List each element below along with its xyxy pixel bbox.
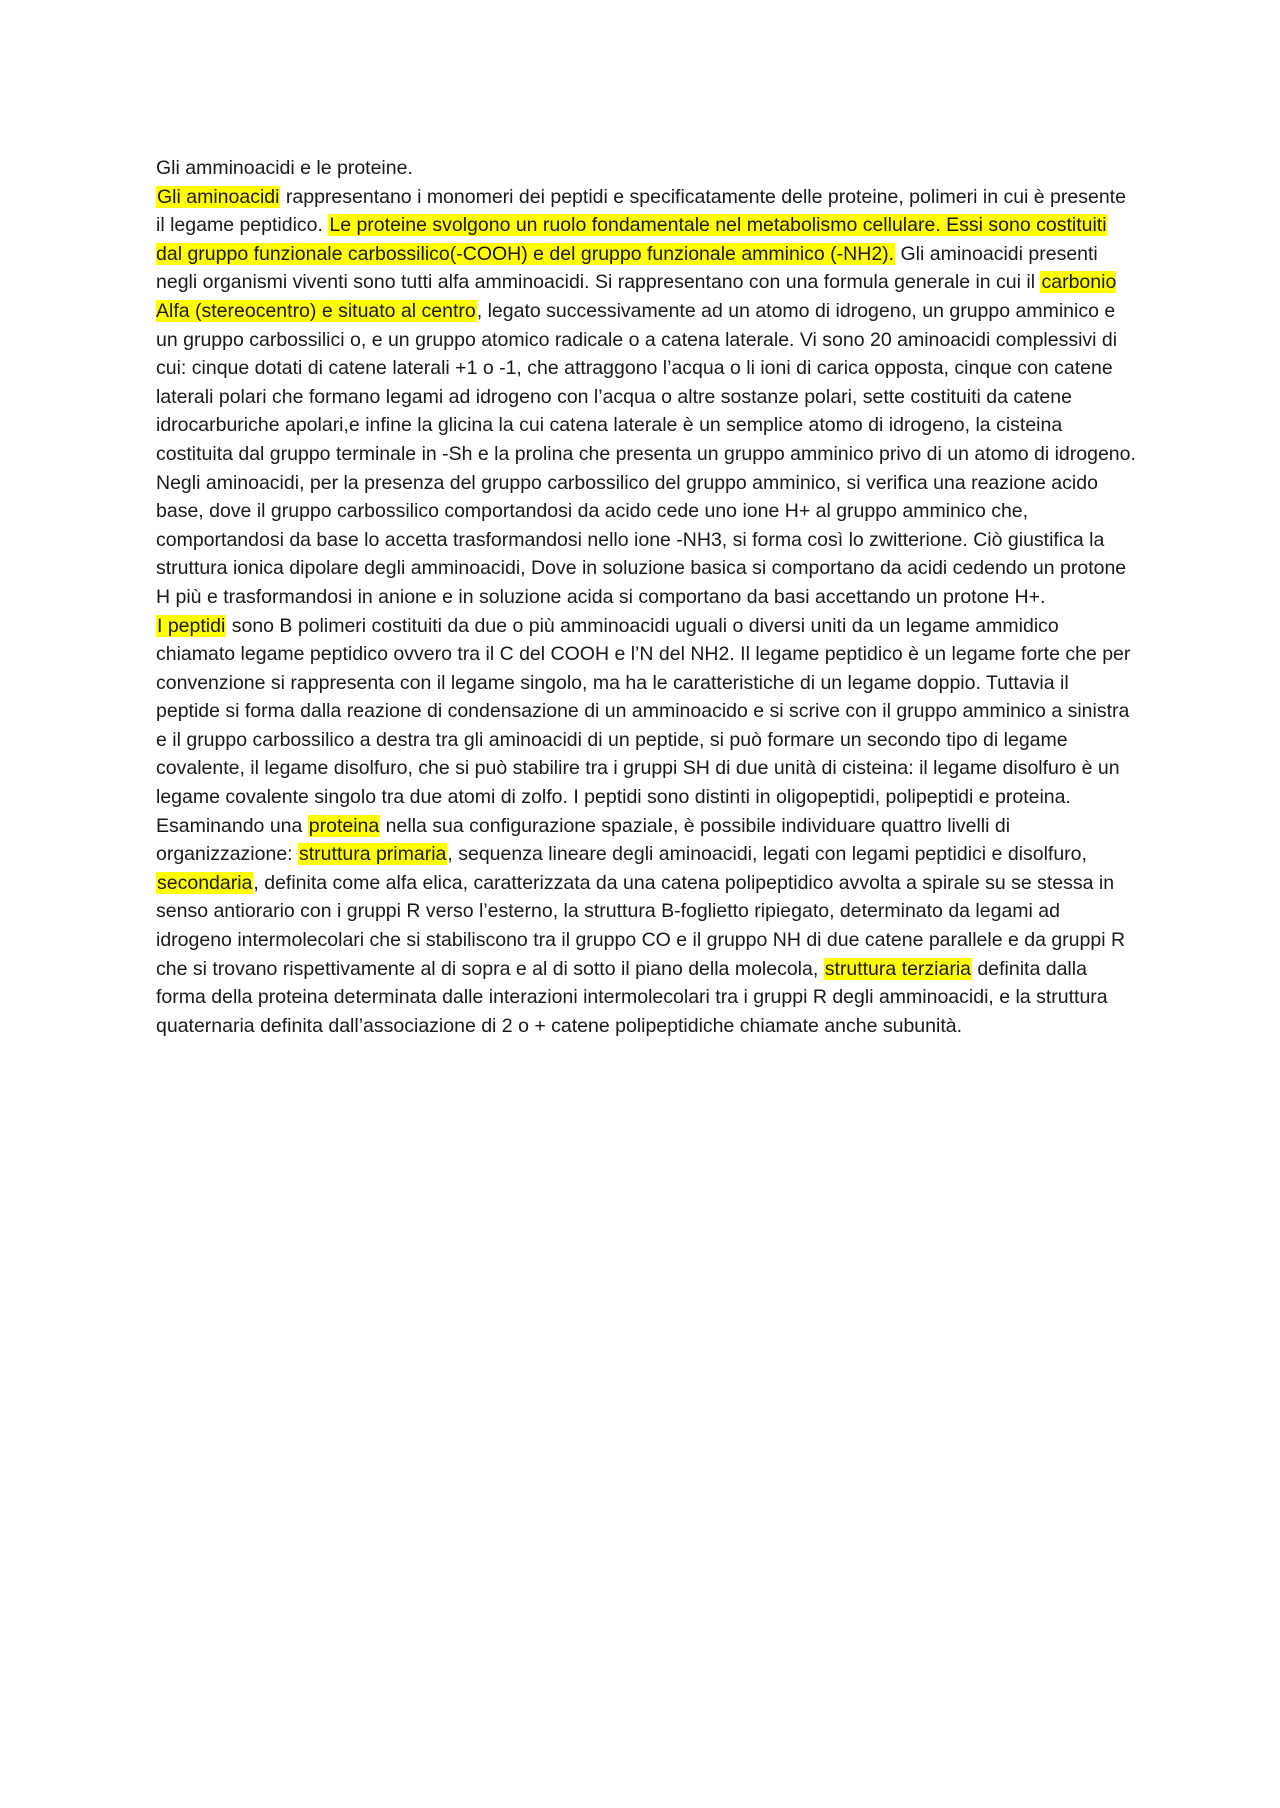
- highlighted-text: secondaria: [157, 871, 253, 894]
- highlighted-text: I peptidi: [157, 614, 226, 637]
- paragraph-peptidi: [156, 612, 1136, 1041]
- paragraph-amminoacidi: [156, 183, 1136, 612]
- highlighted-text: struttura primaria: [299, 843, 447, 866]
- document-body: [156, 154, 1136, 1040]
- body-text: Gli aminoacidi presenti negli organismi viventi sono tutti alfa amminoacidi. Si rappresentano con una formula generale in cui il: [156, 242, 1098, 294]
- body-text: definita dalla forma della proteina determinata dalle interazioni intermolecolari tra i gruppi R degli amminoacidi, e la struttura quaternaria definita dall’associazione di 2 o + catene polipeptidiche chiamate anche subunità.: [156, 957, 1108, 1037]
- body-text: rappresentano i monomeri dei peptidi e specificatamente delle proteine, polimeri in cui è presente il legame peptidico.: [156, 185, 1126, 237]
- highlighted-text: struttura terziaria: [824, 957, 972, 980]
- body-text: sono B polimeri costituiti da due o più amminoacidi uguali o diversi uniti da un legame ammidico chiamato legame peptidico ovvero tra il C del COOH e l’N del NH2. Il legame peptidico è un legame forte che per convenzione si rappresenta con il legame singolo, ma ha le caratteristiche di un legame doppio. Tuttavia il peptide si forma dalla reazione di condensazione di un amminoacido e si scrive con il gruppo amminico a sinistra e il gruppo carbossilico a destra tra gli aminoacidi di un peptide, si può formare un secondo tipo di legame covalente, il legame disolfuro, che si può stabilire tra i gruppi SH di due unità di cisteina: il legame disolfuro è un legame covalente singolo tra due atomi di zolfo. I peptidi sono distinti in oligopeptidi, polipeptidi e proteina. Esaminando una: [156, 614, 1131, 837]
- document-title: Gli amminoacidi e le proteine.: [156, 157, 413, 179]
- highlighted-text: Gli aminoacidi: [157, 185, 280, 208]
- highlighted-text: proteina: [308, 814, 380, 837]
- body-text: , legato successivamente ad un atomo di idrogeno, un gruppo amminico e un gruppo carbossilici o, e un gruppo atomico radicale o a catena laterale. Vi sono 20 aminoacidi complessivi di cui: cinque dotati di catene laterali +1 o -1, che attraggono l’acqua o li ioni di carica opposta, cinque con catene laterali polari che formano legami ad idrogeno con l’acqua o altre sostanze polari, sette costituiti da catene idrocarburiche apolari,e infine la glicina la cui catena laterale è un semplice atomo di idrogeno, la cisteina costituita dal gruppo terminale in -Sh e la prolina che presenta un gruppo amminico privo di un atomo di idrogeno. Negli aminoacidi, per la presenza del gruppo carbossilico del gruppo amminico, si verifica una reazione acido base, dove il gruppo carbossilico comportandosi da acido cede uno ione H+ al gruppo amminico che, comportandosi da base lo accetta trasformandosi nello ione -NH3, si forma così lo zwitterione. Ciò giustifica la struttura ionica dipolare degli amminoacidi, Dove in soluzione basica si comportano da acidi cedendo un protone H più e trasformandosi in anione e in soluzione acida si comportano da basi accettando un protone H+.: [156, 299, 1136, 608]
- body-text: , definita come alfa elica, caratterizzata da una catena polipeptidico avvolta a spirale su se stessa in senso antiorario con i gruppi R verso l’esterno, la struttura B-foglietto ripiegato, determinato da legami ad idrogeno intermolecolari che si stabiliscono tra il gruppo CO e il gruppo NH di due catene parallele e da gruppi R che si trovano rispettivamente al di sopra e al di sotto il piano della molecola,: [156, 871, 1126, 980]
- highlighted-text: carbonio Alfa (stereocentro) e situato al centro: [156, 271, 1117, 322]
- body-text: , sequenza lineare degli aminoacidi, legati con legami peptidici e disolfuro,: [447, 843, 1087, 866]
- highlighted-text: Le proteine svolgono un ruolo fondamentale nel metabolismo cellulare. Essi sono costituiti dal gruppo funzionale carbossilico(-COOH) e del gruppo funzionale amminico (-NH2).: [156, 214, 1107, 265]
- body-text: nella sua configurazione spaziale, è possibile individuare quattro livelli di organizzazione:: [156, 814, 1011, 866]
